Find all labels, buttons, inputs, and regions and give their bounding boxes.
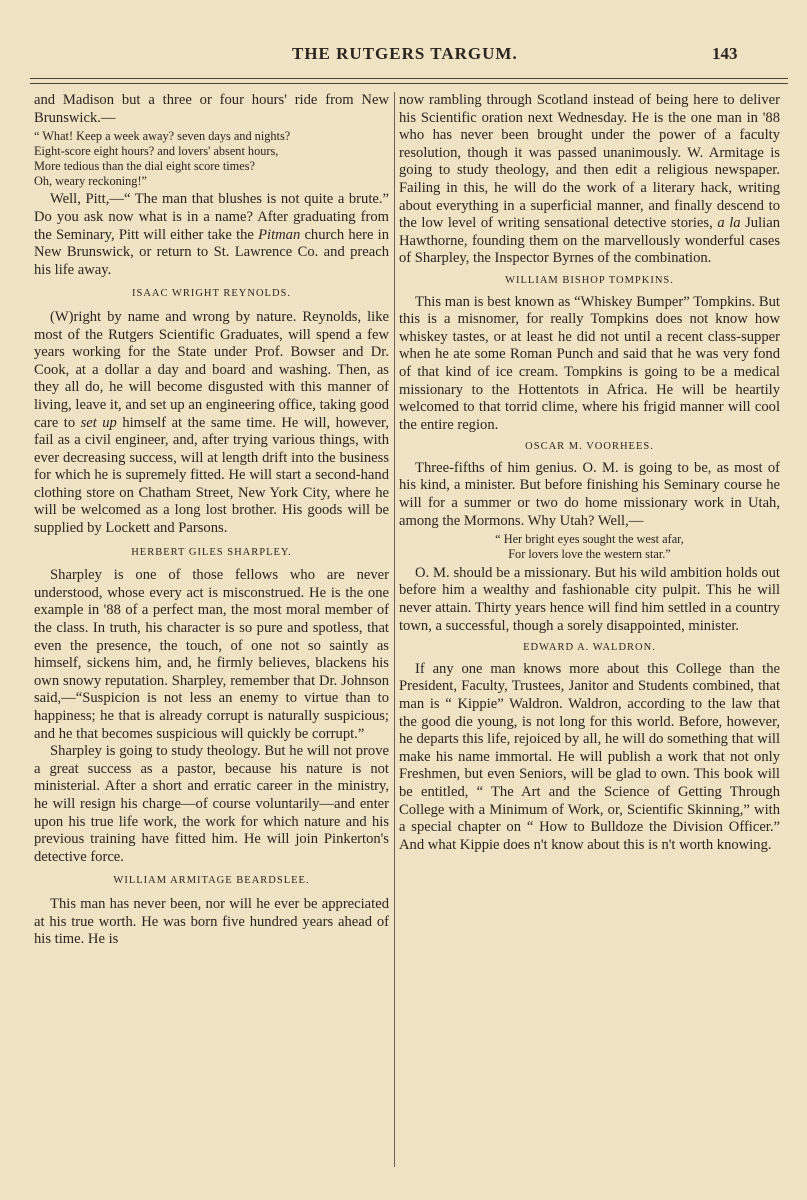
text-run: now rambling through Scotland instead of being here to deliver his Scientific oration next Wednesday. He is the one man in '88 who has never been brought under the power of a faculty resolution, though it was passed unanimously. W. Armitage is going to study theology, and then edit a religious newspaper. Failing in this, he will do the work of a literary hack, writing about everything in a superficial manner, and finally descend to the low level of writing sensational detective stories, <box>399 92 780 232</box>
section-heading-waldron: EDWARD A. WALDRON. <box>523 642 656 654</box>
header-rule-upper <box>30 78 788 79</box>
paragraph-reynolds <box>34 309 389 538</box>
verse-line: More tedious than the dial eight score times? <box>34 158 255 173</box>
page-number: 143 <box>712 44 738 63</box>
verse-quote <box>399 532 780 562</box>
verse-line: Eight-score eight hours? and lovers' absent hours, <box>34 143 279 158</box>
paragraph-beardslee-continued <box>399 92 780 268</box>
text-run: church here in New Brunswick, or return to St. Lawrence Co. and preach his life away. <box>34 226 389 278</box>
text-run: (W)right by name and wrong by nature. Reynolds, like most of the Rutgers Scientific Graduates, will spend a few years working for the State under Prof. Bowser and Dr. Cook, at a dollar a day and board and washing. Then, as they all do, he will become disgusted with this manner of living, leave it, and set up an engineering office, taking good care to <box>34 308 389 431</box>
section-heading-sharpley: HERBERT GILES SHARPLEY. <box>131 546 292 558</box>
running-head <box>0 44 807 66</box>
running-title: THE RUTGERS TARGUM. <box>292 44 518 63</box>
paragraph-pitt <box>34 191 389 279</box>
verse-line: “ What! Keep a week away? seven days and nights? <box>34 129 291 144</box>
paragraph-sharpley-2: Sharpley is going to study theology. But he will not prove a great success as a pastor, because his nature is not ministerial. After a short and erratic career in the ministry, he will resign his charge—of course voluntarily—and enter upon his true life work, the work for which nature and his previous training have fitted him. He will join Pinkerton's detective force. <box>34 743 389 865</box>
section-heading-tompkins: WILLIAM BISHOP TOMPKINS. <box>505 274 674 286</box>
text-run: Julian Hawthorne, founding them on the marvellously wonderful cases of Sharpley, the Inspector Byrnes of the combination. <box>399 215 780 267</box>
left-column <box>34 92 389 949</box>
verse-line: For lovers love the western star.” <box>508 547 671 562</box>
text-run: Well, Pitt,—“ The man that blushes is not quite a brute.” Do you ask now what is in a name? After graduating from the Seminary, Pitt will either take the <box>34 191 389 243</box>
paragraph-beardslee: This man has never been, nor will he ever be appreciated at his true worth. He was born five hundred years ahead of his time. He is <box>34 895 389 948</box>
paragraph-tompkins: This man is best known as “Whiskey Bumper” Tompkins. But this is a misnomer, for really Tompkins does not know how whiskey tastes, or at least he did not until a recent class-supper when he ate some Roman Punch and said that he was very fond of that kind of ice cream. Tompkins is going to be a medical missionary to the Hottentots in Africa. He will be heartily welcomed to that torrid clime, where his frigid manner will cool the entire region. <box>399 293 780 433</box>
paragraph-sharpley: Sharpley is one of those fellows who are never understood, whose every act is misconstrued. He is the one example in '88 of a perfect man, the most moral member of the class. In truth, his character is so pure and spotless, that even the presence, the touch, of one not so saintly as himself, sickens him, and, he firmly believes, blackens his own snowy reputation. Sharpley, remember that Dr. Johnson said,—“Suspicion is not less an enemy to virtue than to happiness; he that is already corrupt is naturally suspicious; and he that becomes suspicious will quickly be corrupt.” <box>34 567 389 742</box>
emphasis: a la <box>717 215 741 232</box>
verse-quote <box>34 129 389 188</box>
verse-line: Oh, weary reckoning!” <box>34 173 148 188</box>
section-heading-voorhees: OSCAR M. VOORHEES. <box>525 441 654 453</box>
section-heading-beardslee: WILLIAM ARMITAGE BEARDSLEE. <box>113 875 310 887</box>
right-column <box>399 92 780 854</box>
emphasis: Pitman <box>258 226 301 243</box>
section-heading-reynolds: ISAAC WRIGHT REYNOLDS. <box>132 288 291 300</box>
column-divider <box>394 92 395 1167</box>
paragraph-voorhees: Three-fifths of him genius. O. M. is going to be, as most of his kind, a minister. But before finishing his Seminary course he will for a summer or two do home missionary work in Utah, among the Mormons. Why Utah? Well,— <box>399 459 780 529</box>
paragraph-voorhees-2: O. M. should be a missionary. But his wild ambition holds out before him a wealthy and fashionable city pulpit. This he will never attain. Thirty years hence will find him settled in a country town, a successful, though a sorely disappointed, minister. <box>399 564 780 634</box>
emphasis: set up <box>80 414 117 431</box>
header-rule-lower <box>30 83 788 84</box>
verse-line: “ Her bright eyes sought the west afar, <box>495 532 684 547</box>
paragraph-continuation: and Madison but a three or four hours' ride from New Brunswick.— <box>34 92 389 126</box>
paragraph-waldron: If any one man knows more about this College than the President, Faculty, Trustees, Janitor and Students combined, that man is “ Kippie” Waldron. Waldron, according to the law that the good die young, is not long for this world. Before, however, he departs this life, rejoiced by all, he will do something that will make his name immortal. He will publish a work that not only Freshmen, but even Seniors, will be glad to own. This book will be entitled, “ The Art and the Science of Getting Through College with a Minimum of Work, or, Scientific Skinning,” with a special chapter on “ How to Bulldoze the Division Officer.” And what Kippie does n't know about this is n't worth knowing. <box>399 660 780 853</box>
text-run: himself at the same time. He will, however, fail as a civil engineer, and, after trying various things, with ever decreasing success, will at length drift into the business for which he is supremely fitted. He will start a second-hand clothing store on Chatham Street, New York City, where he will be welcomed as a long lost brother. His goods will be supplied by Lockett and Parsons. <box>34 414 389 537</box>
